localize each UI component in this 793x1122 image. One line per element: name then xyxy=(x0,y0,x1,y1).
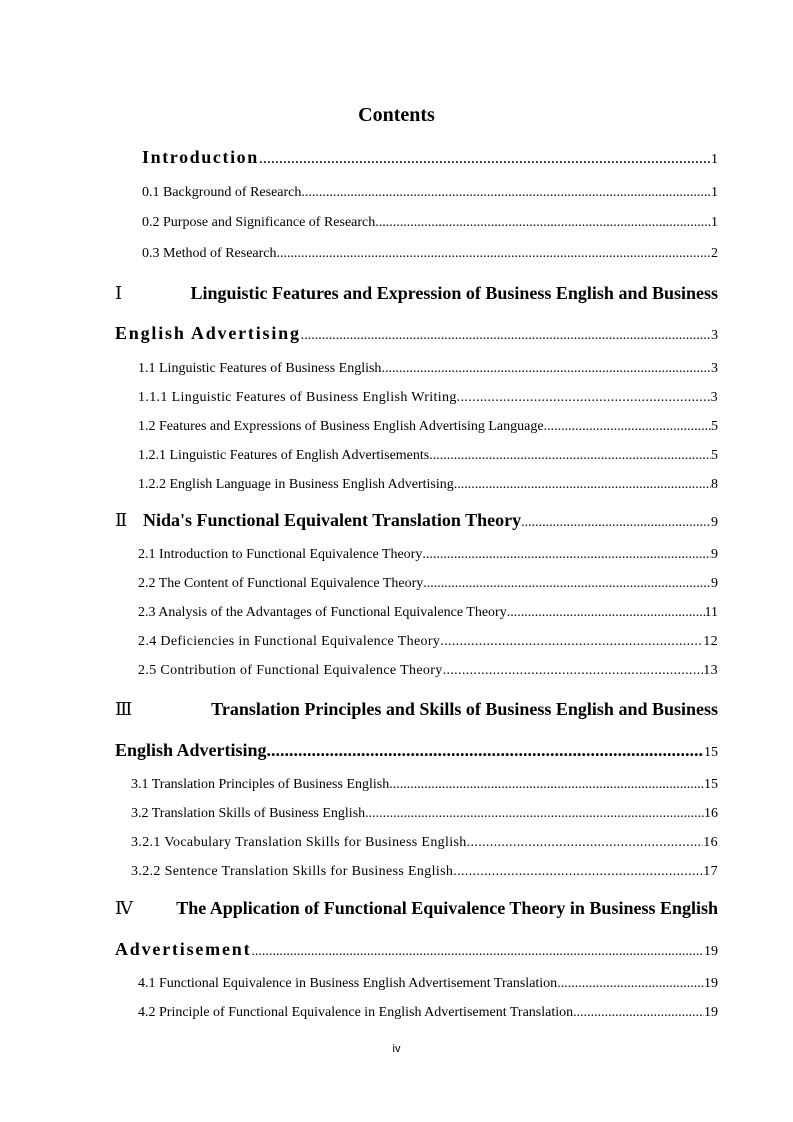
toc-page-number: 5 xyxy=(711,448,718,463)
toc-entry[interactable] xyxy=(138,576,718,592)
toc-page-number: 1 xyxy=(711,185,718,200)
toc-entry-label: 3.1 Translation Principles of Business English xyxy=(131,777,390,792)
chapter-heading-1[interactable] xyxy=(115,283,718,304)
dot-leader xyxy=(453,864,703,880)
toc-entry[interactable] xyxy=(138,390,718,406)
dot-leader xyxy=(573,1005,704,1021)
dot-leader xyxy=(301,185,711,201)
toc-entry-label: 1.1.1 Linguistic Features of Business English Writing xyxy=(138,390,457,405)
dot-leader xyxy=(544,419,711,435)
toc-page-number: 9 xyxy=(711,576,718,591)
toc-page-number: 5 xyxy=(711,419,718,434)
toc-entry-label: 1.1 Linguistic Features of Business English xyxy=(138,361,382,376)
toc-page-number: 15 xyxy=(704,745,718,760)
toc-page-number: 19 xyxy=(704,944,718,959)
toc-page-number: 19 xyxy=(704,976,718,991)
contents-title: Contents xyxy=(358,104,435,126)
toc-page-number: 3 xyxy=(711,361,718,376)
dot-leader xyxy=(440,634,703,650)
dot-leader xyxy=(375,215,711,231)
toc-page-number: 11 xyxy=(704,605,718,620)
toc-entry[interactable] xyxy=(142,185,718,201)
toc-entry[interactable] xyxy=(138,976,718,992)
toc-page-number: 16 xyxy=(703,835,718,850)
chapter-heading-line xyxy=(115,283,718,304)
toc-entry-label: 1.2 Features and Expressions of Business English Advertising Language xyxy=(138,419,544,434)
chapter-title-line1: Linguistic Features and Expression of Business English and Business xyxy=(190,283,718,303)
toc-entry[interactable] xyxy=(131,864,718,880)
toc-page-number: 2 xyxy=(711,246,718,261)
toc-entry-label: 4.1 Functional Equivalence in Business English Advertisement Translation xyxy=(138,976,558,991)
chapter-title-line2: English Advertising xyxy=(115,323,301,343)
dot-leader xyxy=(467,835,704,851)
dot-leader xyxy=(267,740,704,761)
toc-entry[interactable] xyxy=(138,605,718,621)
dot-leader xyxy=(259,150,711,168)
toc-entry-label: 2.1 Introduction to Functional Equivalence Theory xyxy=(138,547,423,562)
chapter-heading-2[interactable] xyxy=(115,510,718,531)
toc-page-number: 15 xyxy=(704,777,718,792)
chapter-heading-line xyxy=(115,898,718,919)
toc-page-number: 3 xyxy=(711,328,718,343)
toc-page-number: 13 xyxy=(703,663,718,678)
dot-leader xyxy=(443,663,704,679)
toc-page-number: 3 xyxy=(710,390,718,405)
toc-entry[interactable] xyxy=(138,448,718,464)
dot-leader xyxy=(277,246,711,262)
toc-entry-label: 4.2 Principle of Functional Equivalence in English Advertisement Translation xyxy=(138,1005,574,1020)
chapter-number: Ⅳ xyxy=(115,898,133,918)
toc-page-number: 9 xyxy=(711,547,718,562)
toc-entry-label: 1.2.2 English Language in Business English Advertising xyxy=(138,477,454,492)
dot-leader xyxy=(389,777,704,793)
toc-entry-label: 2.4 Deficiencies in Functional Equivalence Theory xyxy=(138,634,441,649)
toc-entry-label: 3.2.1 Vocabulary Translation Skills for Business English xyxy=(131,835,467,850)
chapter-heading-1-line2[interactable] xyxy=(115,323,718,344)
toc-entry-introduction[interactable] xyxy=(142,147,718,168)
dot-leader xyxy=(429,448,711,464)
toc-page-number: 1 xyxy=(711,152,718,167)
toc-entry-label: 0.1 Background of Research xyxy=(142,185,302,200)
toc-entry[interactable] xyxy=(138,547,718,563)
toc-entry-label: 2.3 Analysis of the Advantages of Functional Equivalence Theory xyxy=(138,605,507,620)
toc-entry-label: 0.2 Purpose and Significance of Research xyxy=(142,215,376,230)
toc-entry-label: 2.5 Contribution of Functional Equivalence Theory xyxy=(138,663,443,678)
toc-entry[interactable] xyxy=(138,634,718,650)
dot-leader xyxy=(301,328,711,344)
toc-entry-label: 3.2.2 Sentence Translation Skills for Business English xyxy=(131,864,454,879)
toc-entry[interactable] xyxy=(131,806,718,822)
toc-entry-label: 3.2 Translation Skills of Business English xyxy=(131,806,366,821)
toc-entry-label: 2.2 The Content of Functional Equivalence Theory xyxy=(138,576,424,591)
chapter-heading-3[interactable] xyxy=(115,699,718,720)
chapter-title-line1: Nida's Functional Equivalent Translation Theory xyxy=(143,510,522,530)
chapter-number: Ⅲ xyxy=(115,699,133,719)
dot-leader xyxy=(507,605,705,621)
toc-entry[interactable] xyxy=(138,1005,718,1021)
toc-entry[interactable] xyxy=(138,663,718,679)
chapter-title-line1: The Application of Functional Equivalence Theory in Business English xyxy=(176,898,718,918)
chapter-heading-line xyxy=(115,699,718,720)
dot-leader xyxy=(381,361,711,377)
chapter-number: Ⅰ xyxy=(115,283,123,303)
toc-entry[interactable] xyxy=(131,777,718,793)
dot-leader xyxy=(454,477,711,493)
dot-leader xyxy=(521,515,711,531)
chapter-heading-3-line2[interactable] xyxy=(115,740,718,761)
page-number-footer: iv xyxy=(392,1043,401,1055)
toc-page-number: 8 xyxy=(711,477,718,492)
chapter-title-line1: Translation Principles and Skills of Business English and Business xyxy=(211,699,718,719)
chapter-number: Ⅱ xyxy=(115,510,128,530)
chapter-heading-4-line2[interactable] xyxy=(115,939,718,960)
toc-entry[interactable] xyxy=(142,215,718,231)
dot-leader xyxy=(365,806,704,822)
toc-page-number: 1 xyxy=(711,215,718,230)
toc-entry[interactable] xyxy=(142,246,718,262)
toc-entry[interactable] xyxy=(138,419,718,435)
dot-leader xyxy=(457,390,711,406)
dot-leader xyxy=(251,944,704,960)
chapter-title-line2: Advertisement xyxy=(115,939,252,959)
toc-page-number: 19 xyxy=(704,1005,718,1020)
toc-page-number: 17 xyxy=(703,864,718,879)
toc-entry-label: Introduction xyxy=(142,147,259,167)
toc-page-number: 9 xyxy=(711,515,718,530)
chapter-heading-4[interactable] xyxy=(115,898,718,919)
dot-leader xyxy=(423,576,711,592)
toc-entry[interactable] xyxy=(138,361,718,377)
toc-entry[interactable] xyxy=(138,477,718,493)
toc-entry[interactable] xyxy=(131,835,718,851)
toc-page-number: 16 xyxy=(704,806,718,821)
dot-leader xyxy=(422,547,711,563)
toc-entry-label: 0.3 Method of Research xyxy=(142,246,277,261)
toc-page-number: 12 xyxy=(703,634,718,649)
dot-leader xyxy=(557,976,704,992)
toc-entry-label: 1.2.1 Linguistic Features of English Advertisements xyxy=(138,448,430,463)
chapter-title-line2: English Advertising xyxy=(115,740,267,760)
